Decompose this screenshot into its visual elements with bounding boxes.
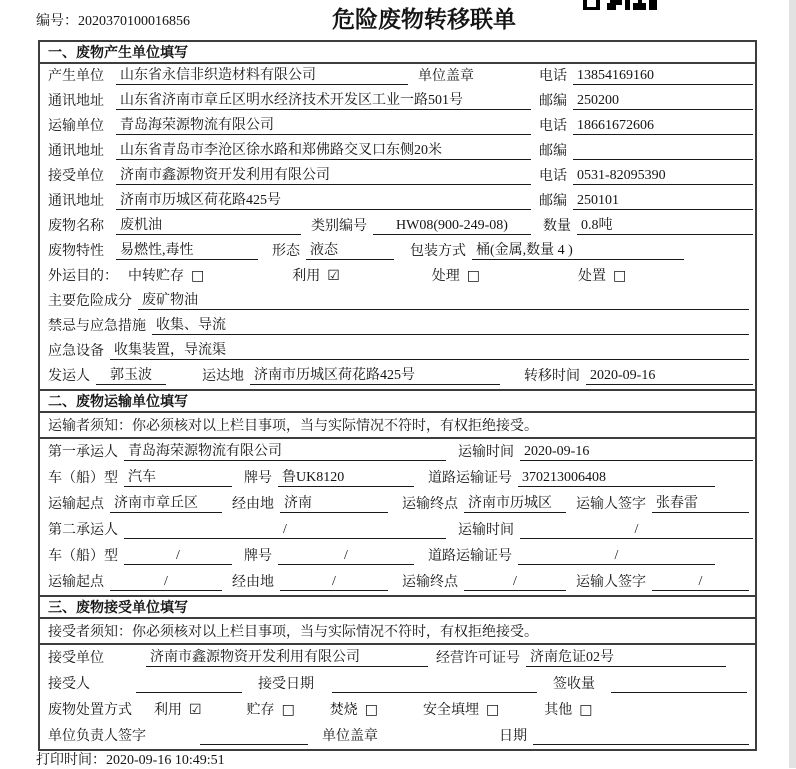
receiver-notice: 接受者须知：你必须核对以上栏目事项，当与实际情况不符时，有权拒绝接受。: [40, 619, 755, 645]
option-label: 利用: [154, 703, 182, 718]
vehicle2-row: [40, 543, 755, 569]
category-label: 类别编号: [311, 219, 367, 234]
disposal-option-landfill: [423, 699, 499, 719]
date-value: [533, 728, 749, 745]
producer-address-value: 山东省济南市章丘区明水经济技术开发区工业一路501号: [116, 89, 531, 110]
transport-time-label: 运输时间: [458, 445, 514, 460]
signed-qty-value: [611, 676, 747, 693]
transporter-sign-label: 运输人签字: [576, 497, 646, 512]
checkbox-unchecked-icon: □: [466, 268, 481, 284]
packaging-value: 桶(金属,数量 4 ): [472, 239, 684, 260]
sign1-value: 张春雷: [652, 492, 749, 513]
via-label: 经由地: [232, 497, 274, 512]
waste-name-label: 废物名称: [48, 219, 104, 234]
vehicle1-row: [40, 465, 755, 491]
purpose-option-treat: [432, 265, 480, 285]
section1-heading: 一、废物产生单位填写: [40, 42, 755, 64]
accept-person-row: [40, 671, 755, 697]
checkbox-unchecked-icon: □: [364, 702, 379, 718]
disposal-option-store: [247, 699, 295, 719]
end2-value: /: [464, 574, 566, 591]
transport-time2-value: /: [520, 522, 753, 539]
address-label: 通讯地址: [48, 144, 104, 159]
qr-code-fragment: [583, 0, 657, 10]
scrollbar-track[interactable]: [789, 0, 796, 768]
doc-number-value: 2020370100016856: [78, 14, 190, 29]
checkbox-unchecked-icon: □: [486, 702, 500, 718]
producer-phone-value: 13854169160: [573, 68, 753, 85]
via-label: 经由地: [232, 575, 274, 590]
checkbox-unchecked-icon: □: [579, 702, 593, 718]
head-sign-value: [200, 728, 308, 745]
equipment-row: [40, 339, 755, 364]
vehicle-type-label: 车（船）型: [48, 471, 118, 486]
accept-person-label: 接受人: [48, 677, 90, 692]
checkbox-unchecked-icon: □: [281, 702, 295, 718]
section2-heading: 二、废物运输单位填写: [40, 389, 755, 413]
transporter-row: [40, 114, 755, 139]
checkbox-unchecked-icon: □: [191, 268, 205, 284]
address-label: 通讯地址: [48, 194, 104, 209]
purpose-option-transit: [128, 265, 204, 285]
hazard-row: [40, 289, 755, 314]
form-value: 液态: [306, 239, 394, 260]
shipper-label: 发运人: [48, 369, 90, 384]
disposal-row: [40, 697, 755, 723]
phone-label: 电话: [539, 119, 567, 134]
phone-label: 电话: [539, 169, 567, 184]
unit-seal-label: 单位盖章: [418, 69, 474, 84]
destination-label: 运达地: [202, 369, 244, 384]
taboo-value: 收集、导流: [152, 314, 749, 335]
origin-label: 运输起点: [48, 497, 104, 512]
option-label: 处理: [431, 269, 460, 284]
origin1-value: 济南市章丘区: [110, 492, 222, 513]
plate1-value: 鲁UK8120: [278, 466, 414, 487]
receiver-address-value: 济南市历城区荷花路425号: [116, 189, 531, 210]
shipper-row: [40, 364, 755, 389]
endpoint-label: 运输终点: [402, 575, 458, 590]
road-permit-label: 道路运输证号: [428, 471, 512, 486]
via1-value: 济南: [280, 492, 388, 513]
option-label: 安全填埋: [423, 703, 480, 718]
head-sign-label: 单位负责人签字: [48, 729, 146, 744]
producer-zip-value: 250200: [573, 93, 753, 110]
option-label: 贮存: [246, 703, 275, 718]
transporter-notice: 运输者须知：你必须核对以上栏目事项，当与实际情况不符时，有权拒绝接受。: [40, 413, 755, 439]
transfer-time-label: 转移时间: [524, 369, 580, 384]
shipper-value: 郭玉波: [96, 364, 166, 385]
equipment-value: 收集装置，导流渠: [110, 339, 749, 360]
disposal-option-other: [544, 699, 592, 719]
carrier1-label: 第一承运人: [48, 445, 118, 460]
phone-label: 电话: [539, 69, 567, 84]
taboo-label: 禁忌与应急措施: [48, 319, 146, 334]
trait-value: 易燃性,毒性: [116, 239, 258, 260]
carrier1-value: 青岛海荣源物流有限公司: [124, 440, 446, 461]
transporter-address-row: [40, 139, 755, 164]
date-label: 日期: [499, 729, 527, 744]
accept-date-label: 接受日期: [258, 677, 314, 692]
hazard-value: 废矿物油: [138, 289, 749, 310]
plate2-value: /: [278, 548, 414, 565]
packaging-label: 包装方式: [410, 244, 466, 259]
endpoint-label: 运输终点: [402, 497, 458, 512]
purpose-row: [40, 264, 755, 289]
accept-date-value: [332, 676, 537, 693]
vehicle2-value: /: [124, 548, 232, 565]
doc-number: [36, 10, 190, 30]
disposal-option-utilize: [154, 699, 202, 719]
waste-trait-row: [40, 239, 755, 264]
origin-label: 运输起点: [48, 575, 104, 590]
zip-label: 邮编: [539, 94, 567, 109]
transporter-value: 青岛海荣源物流有限公司: [116, 114, 531, 135]
transfer-time-value: 2020-09-16: [586, 368, 753, 385]
transport-time1-value: 2020-09-16: [520, 444, 753, 461]
plate-label: 牌号: [244, 471, 272, 486]
route2-row: [40, 569, 755, 595]
purpose-label: 外运目的：: [48, 269, 118, 284]
producer-row: [40, 64, 755, 89]
print-time-value: 2020-09-16 10:49:51: [106, 753, 225, 768]
head-sign-row: [40, 723, 755, 749]
hazard-label: 主要危险成分: [48, 294, 132, 309]
signed-qty-label: 签收量: [553, 677, 595, 692]
checkbox-checked-icon: ☑: [189, 702, 202, 718]
unit-seal-label: 单位盖章: [322, 729, 378, 744]
purpose-option-dispose: [578, 265, 626, 285]
accept-unit-row: [40, 645, 755, 671]
permit1-value: 370213006408: [518, 470, 715, 487]
option-label: 中转贮存: [128, 269, 184, 284]
option-label: 其他: [544, 703, 573, 718]
doc-number-label: 编号：: [36, 14, 78, 29]
quantity-label: 数量: [543, 219, 571, 234]
producer-label: 产生单位: [48, 69, 104, 84]
transporter-label: 运输单位: [48, 119, 104, 134]
origin2-value: /: [110, 574, 222, 591]
carrier2-value: /: [124, 522, 446, 539]
receiver-zip-value: 250101: [573, 193, 753, 210]
equipment-label: 应急设备: [48, 344, 104, 359]
section3-heading: 三、废物接受单位填写: [40, 595, 755, 619]
transporter-address-value: 山东省青岛市李沧区徐水路和郑佛路交叉口东侧20米: [116, 139, 531, 160]
carrier1-row: [40, 439, 755, 465]
option-label: 焚烧: [329, 703, 358, 718]
sign2-value: /: [652, 574, 749, 591]
print-time-label: 打印时间：: [36, 753, 106, 768]
page-title: 危险废物转移联单: [332, 7, 516, 32]
form-label: 形态: [272, 244, 300, 259]
destination-value: 济南市历城区荷花路425号: [250, 364, 500, 385]
waste-name-row: [40, 214, 755, 239]
carrier2-label: 第二承运人: [48, 523, 118, 538]
receiver-phone-value: 0531-82095390: [573, 168, 753, 185]
vehicle1-value: 汽车: [124, 466, 232, 487]
license-value: 济南危证02号: [526, 646, 726, 667]
accept-person-value: [136, 676, 242, 693]
checkbox-unchecked-icon: □: [613, 268, 627, 284]
option-label: 利用: [292, 269, 321, 284]
plate-label: 牌号: [244, 549, 272, 564]
quantity-value: 0.8吨: [577, 214, 753, 235]
via2-value: /: [280, 574, 388, 591]
trait-label: 废物特性: [48, 244, 104, 259]
disposal-label: 废物处置方式: [48, 703, 132, 718]
zip-label: 邮编: [539, 144, 567, 159]
taboo-row: [40, 314, 755, 339]
waste-name-value: 废机油: [116, 214, 301, 235]
receiver-label: 接受单位: [48, 169, 104, 184]
purpose-option-utilize: [292, 265, 340, 285]
disposal-option-incinerate: [330, 699, 378, 719]
print-time: [36, 749, 225, 769]
zip-label: 邮编: [539, 194, 567, 209]
transport-time-label: 运输时间: [458, 523, 514, 538]
producer-address-row: [40, 89, 755, 114]
checkbox-checked-icon: ☑: [327, 268, 340, 284]
category-value: HW08(900-249-08): [373, 218, 531, 235]
option-label: 处置: [578, 269, 607, 284]
manifest-form: [38, 40, 757, 751]
accept-unit-label: 接受单位: [48, 651, 104, 666]
permit2-value: /: [518, 548, 715, 565]
license-label: 经营许可证号: [436, 651, 520, 666]
address-label: 通讯地址: [48, 94, 104, 109]
road-permit-label: 道路运输证号: [428, 549, 512, 564]
transporter-sign-label: 运输人签字: [576, 575, 646, 590]
route1-row: [40, 491, 755, 517]
receiver-row: [40, 164, 755, 189]
accept-unit-value: 济南市鑫源物资开发利用有限公司: [146, 646, 428, 667]
receiver-address-row: [40, 189, 755, 214]
transporter-zip-value: [573, 143, 753, 160]
document-header: [0, 0, 796, 40]
producer-value: 山东省永信非织造材料有限公司: [116, 64, 408, 85]
carrier2-row: [40, 517, 755, 543]
vehicle-type-label: 车（船）型: [48, 549, 118, 564]
end1-value: 济南市历城区: [464, 492, 566, 513]
receiver-value: 济南市鑫源物资开发利用有限公司: [116, 164, 531, 185]
transporter-phone-value: 18661672606: [573, 118, 753, 135]
